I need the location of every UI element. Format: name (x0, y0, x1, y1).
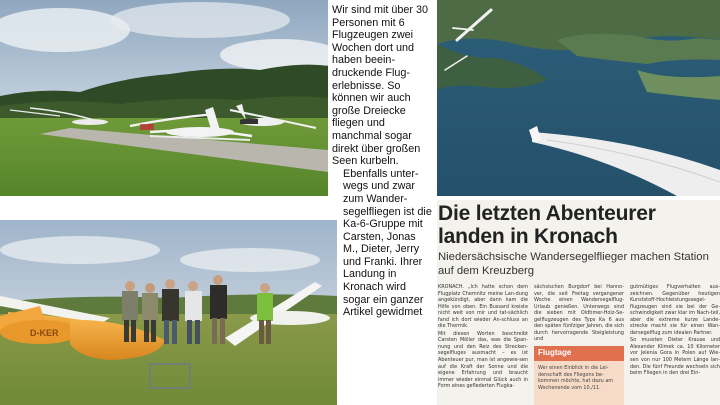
article-paragraph: sächsischen Burgdorf bei Hanno-ver, die seit Freitag vergangener Woche einen Wandersegelflug-Urlaub genießen. Unterwegs sind die sieben mit Oldtimer-Holz-Se-gelflugzeugen des Typs Ka 6 aus den späten fünfziger Jahren, die sich durch hervorragende Steigleistung und (534, 284, 624, 343)
aerial-lake-photo (437, 0, 720, 196)
article-paragraph: gutmütiges Flugverhalten aus-zeichnen. Gegenüber heutigen Kunststoff-Hochleistungssegel-flugzeugen sind sie bei der Ge-schwindigkeit zwar klar im Nach-teil, aber die extreme kurze Lande-strecke macht sie für einen Wan-dersegelflug zum idealen Partner. (630, 284, 720, 336)
article-paragraph: KRONACH. „Ich hatte schon dem Flugplatz Chemnitz meine Lan-dung angekündigt, aber dann kam die Hilfe von oben. Ein Bussard kreiste nicht weit von mir und tat-sächlich fand ich dort wieder An-schluss an die Thermik. (438, 284, 528, 330)
infobox-text: Wer einen Einblick in die Lei-denschaft des Fliegens be-kommen möchte, hat dazu am Wochenende vom 10./11. (538, 365, 614, 391)
article-columns (438, 284, 720, 405)
newspaper-clipping (437, 200, 720, 405)
flugtage-infobox (534, 346, 624, 405)
infobox-title: Flugtage (534, 346, 624, 361)
newspaper-headline: Die letzten Abenteurer landen in Kronach (438, 202, 656, 248)
airfield-gliders-photo (0, 0, 328, 196)
glider-registration-mark: D-KER (30, 328, 59, 338)
article-column-1 (438, 284, 528, 391)
story-text (332, 4, 432, 319)
newspaper-subheadline: Niedersächsische Wandersegelflieger machen Station auf dem Kreuzberg (438, 251, 709, 277)
story-paragraph-1: Wir sind mit über 30 Personen mit 6 Flugzeugen zwei Wochen dort und haben beein-druckende Flug-erlebnisse. So können wir auch große Dreiecke fliegen und manchmal sogar direkt über großen Seen kurbeln. (332, 4, 429, 168)
article-paragraph: So mussten Dieter Krause und Alexander Klimek ca. 10 Kilometer vor Jelenia Gora in Polen auf Wie-sen von nur 100 Metern Länge lan-den. Die fünf Freunde wechseln sich beim Fliegen in den drei Ein- (630, 337, 720, 377)
article-paragraph: Mit diesen Worten beschreibt Carsten Möller das, was die Span-nung und den Reiz des Strecken-segelfluges ausmacht – es ist Abenteuer pur, man ist angewie-sen auf die Kraft der Sonne und die eigene Erfahrung und braucht immer wieder einmal Glück auch in Form eines geflederten Flugka- (438, 330, 528, 390)
pilot-group-photo (0, 220, 337, 405)
story-paragraph-2: Ebenfalls unter-wegs und zwar zum Wander-segelfliegen ist die Ka-6-Gruppe mit Carsten, Jonas M., Dieter, Jerry und Franki. Ihrer Landung in Kronach wird sogar ein ganzer Artikel gewidmet (343, 167, 432, 319)
article-column-2 (534, 284, 624, 344)
article-column-3 (630, 284, 720, 378)
